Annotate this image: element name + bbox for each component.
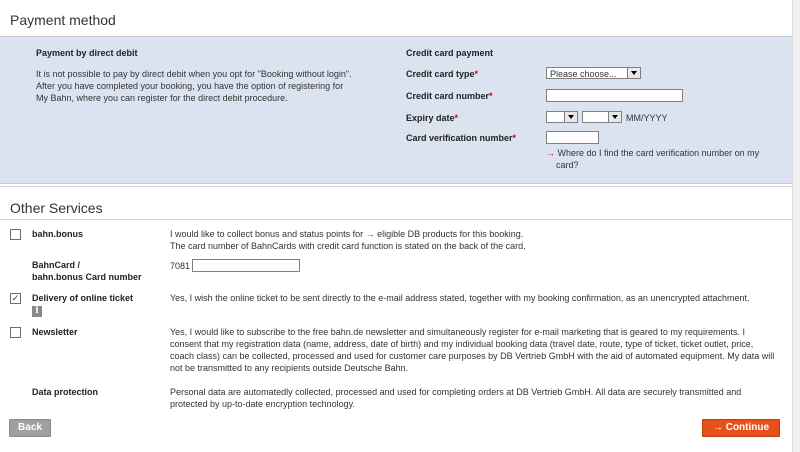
bahn-bonus-checkbox[interactable] (10, 229, 21, 240)
expiry-year-select[interactable] (582, 111, 622, 123)
expiry-month-select[interactable] (546, 111, 578, 123)
bahn-bonus-text (170, 228, 526, 252)
required-mark: * (489, 91, 493, 101)
credit-card-number-label (406, 91, 493, 101)
info-icon[interactable]: i (32, 306, 42, 317)
card-verification-input[interactable] (546, 131, 599, 144)
expiry-date-label (406, 113, 458, 123)
data-protection-line: protected by up-to-date encryption technology. (170, 399, 355, 409)
continue-button-label: Continue (725, 422, 770, 433)
expiry-format-hint: MM/YYYY (626, 113, 668, 123)
credit-card-heading: Credit card payment (406, 48, 494, 58)
bahn-bonus-text-part: I would like to collect bonus and status points for (170, 229, 364, 239)
arrow-right-icon: → (365, 229, 375, 239)
bahncard-number-label (32, 259, 142, 283)
section-divider (0, 186, 792, 187)
bahn-bonus-label: bahn.bonus (32, 229, 83, 239)
data-protection-text (170, 386, 741, 410)
continue-button[interactable] (702, 419, 780, 437)
credit-card-number-label-text: Credit card number (406, 91, 490, 101)
direct-debit-line: My Bahn, where you can register for the direct debit procedure. (36, 93, 288, 103)
newsletter-checkbox[interactable] (10, 327, 21, 338)
direct-debit-heading: Payment by direct debit (36, 48, 138, 58)
direct-debit-text (36, 68, 352, 104)
chevron-down-icon[interactable] (608, 112, 621, 122)
online-ticket-checkbox[interactable]: ✓ (11, 293, 20, 303)
back-button[interactable] (9, 419, 51, 437)
credit-card-type-value: Please choose... (550, 69, 617, 79)
online-ticket-text: Yes, I wish the online ticket to be sent directly to the e-mail address stated, together with my booking confirmation, as an unencrypted attachment. (170, 293, 750, 303)
cvn-help-link[interactable] (546, 147, 759, 171)
bahn-bonus-text-part: The card number of BahnCards with credit card function is stated on the back of the card. (170, 241, 526, 251)
online-ticket-label: Delivery of online ticket (32, 293, 134, 303)
payment-method-title: Payment method (10, 12, 116, 28)
bahncard-number-input[interactable] (192, 259, 300, 272)
card-verification-label (406, 133, 516, 143)
data-protection-label: Data protection (32, 387, 99, 397)
chevron-down-icon[interactable] (627, 68, 640, 78)
required-mark: * (512, 133, 517, 143)
direct-debit-line: After you have completed your booking, you have the option of registering for (36, 81, 344, 91)
newsletter-label: Newsletter (32, 327, 78, 337)
required-mark: * (454, 113, 459, 123)
card-verification-label-text: Card verification number (406, 133, 513, 143)
vertical-scrollbar[interactable] (792, 0, 800, 452)
direct-debit-line: It is not possible to pay by direct debit when you opt for "Booking without login". (36, 69, 352, 79)
cvn-help-link-text[interactable]: Where do I find the card verification number on my (557, 148, 760, 158)
chevron-down-icon[interactable] (564, 112, 577, 122)
newsletter-line: consent that my registration data (name, address, date of birth) and my individual booking data (travel date, route, type of ticket, ticket outlet, price, (170, 339, 754, 349)
newsletter-line: Yes, I would like to subscribe to the free bahn.de newsletter and simultaneously register for e-mail marketing that is geared to my requirements. I (170, 327, 745, 337)
newsletter-text (170, 326, 774, 374)
back-button-label: Back (18, 422, 42, 433)
data-protection-line: Personal data are automatedly collected, processed and used for completing orders at DB Vertrieb GmbH. All data are securely transmitted and (170, 387, 742, 397)
other-services-title: Other Services (10, 200, 103, 216)
required-mark: * (474, 69, 479, 79)
expiry-date-label-text: Expiry date (406, 113, 455, 123)
bahncard-label-line: bahn.bonus Card number (32, 272, 142, 282)
arrow-right-icon: → (712, 422, 723, 433)
cvn-help-link-text[interactable]: card? (556, 160, 579, 170)
credit-card-type-label-text: Credit card type (406, 69, 475, 79)
credit-card-type-select[interactable] (546, 67, 641, 79)
bahncard-prefix: 7081 (170, 261, 191, 271)
section-divider (0, 219, 792, 220)
arrow-right-icon: → (546, 148, 555, 158)
newsletter-line: not be transmitted to any recipients outside Deutsche Bahn. (170, 363, 409, 373)
eligible-products-link[interactable]: eligible DB products for this booking. (377, 229, 524, 239)
credit-card-type-label (406, 69, 478, 79)
payment-panel (0, 36, 792, 184)
credit-card-number-input[interactable] (546, 89, 683, 102)
bahncard-label-line: BahnCard / (32, 260, 81, 270)
newsletter-line: coach class) can be collected, processed and used for customer care purposes by DB Vertrieb GmbH with the aid of automated equipment. My data will (170, 351, 775, 361)
